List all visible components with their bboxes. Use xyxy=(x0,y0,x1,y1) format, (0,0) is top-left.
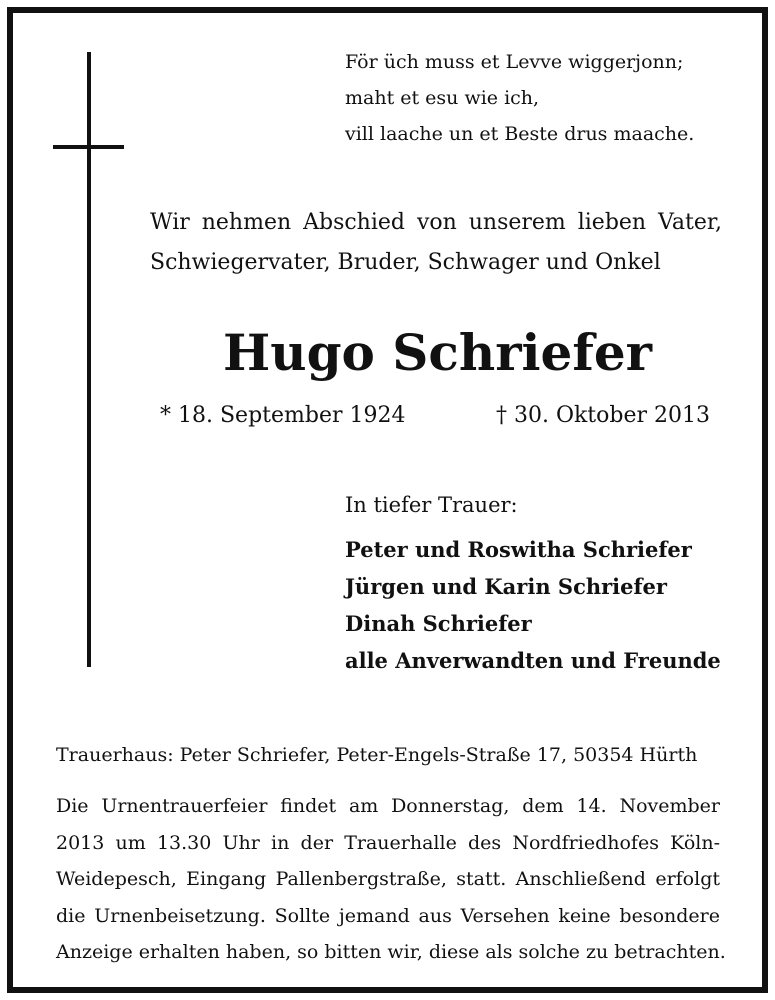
mourner: Peter und Roswitha Schriefer xyxy=(345,537,692,562)
service-line: Weidepesch, Eingang Pallenbergstraße, statt. Anschließend erfolgt xyxy=(56,868,720,890)
birth-date: * 18. September 1924 xyxy=(160,403,406,428)
service-line: Die Urnentrauerfeier findet am Donnerstag, dem 14. November xyxy=(56,795,720,817)
mourner: alle Anverwandten und Freunde xyxy=(345,648,721,673)
service-line: die Urnenbeisetzung. Sollte jemand aus Versehen keine besondere xyxy=(56,904,720,927)
poem-line: För üch muss et Levve wiggerjonn; xyxy=(345,51,684,73)
poem-line: vill laache un et Beste drus maache. xyxy=(345,123,695,145)
house-of-mourning: Trauerhaus: Peter Schriefer, Peter-Engels-Straße 17, 50354 Hürth xyxy=(56,744,698,766)
service-notice xyxy=(56,788,726,971)
intro-line: Wir nehmen Abschied von unserem lieben Vater, xyxy=(150,210,722,235)
poem xyxy=(345,44,725,152)
mourning-heading: In tiefer Trauer: xyxy=(345,493,518,517)
service-line: 2013 um 13.30 Uhr in der Trauerhalle des Nordfriedhofes Köln- xyxy=(56,831,720,854)
deceased-name: Hugo Schriefer xyxy=(222,323,653,382)
cross-icon-horizontal-bar xyxy=(53,145,124,149)
death-date: † 30. Oktober 2013 xyxy=(495,403,710,428)
mourners-list xyxy=(345,531,721,679)
poem-line: maht et esu wie ich, xyxy=(345,87,540,109)
service-line: Anzeige erhalten haben, so bitten wir, diese als solche zu betrachten. xyxy=(56,941,726,963)
mourner: Jürgen und Karin Schriefer xyxy=(345,574,667,599)
mourner: Dinah Schriefer xyxy=(345,611,532,636)
farewell-intro xyxy=(150,203,722,283)
intro-line: Schwiegervater, Bruder, Schwager und Onkel xyxy=(150,250,661,275)
